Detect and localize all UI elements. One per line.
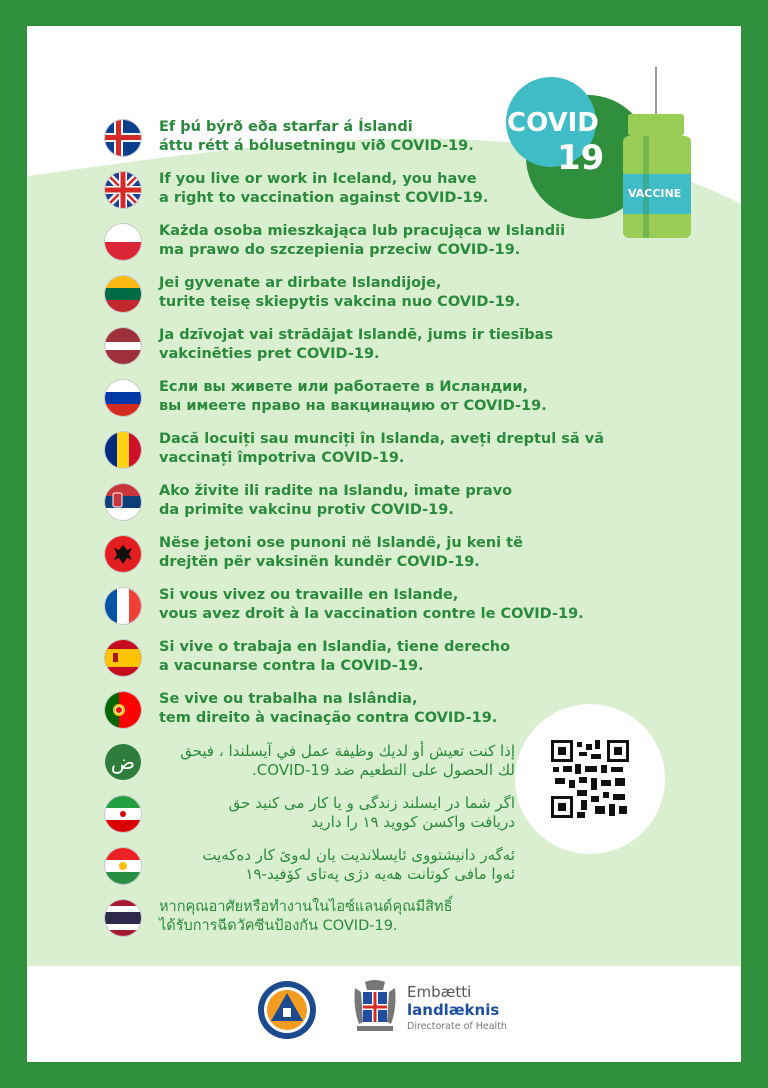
language-row-serbian — [105, 482, 665, 528]
language-text: ئەگەر دانیشتووی ئایسلاندیت یان لەوێ کار دەکەیت ئەوا مافی کوتانت هەیە دژی پەتای کۆفید-١٩ — [202, 846, 515, 883]
language-text: Nëse jetoni ose punoni në Islandë, ju keni të drejtën për vaksinën kundër COVID-19. — [159, 535, 523, 570]
language-row-english — [105, 170, 665, 216]
directorate-line3: Directorate of Health — [407, 1021, 507, 1032]
language-row-polish — [105, 222, 665, 268]
language-row-thai — [105, 898, 665, 944]
footer — [27, 966, 741, 1062]
svg-text:ض: ض — [110, 750, 136, 774]
language-text: Ef þú býrð eða starfar á Íslandi áttu rétt á bólusetningu við COVID-19. — [159, 119, 474, 154]
directorate-line2: landlæknis — [407, 1001, 500, 1019]
arabic-icon — [105, 744, 141, 780]
iceland-flag-icon — [105, 120, 141, 156]
language-row-spanish — [105, 638, 665, 684]
language-text: Se vive ou trabalha na Islândia, tem direito à vacinação contra COVID-19. — [159, 691, 498, 726]
language-row-lithuanian — [105, 274, 665, 320]
thailand-flag-icon — [105, 900, 141, 936]
directorate-line1: Embætti — [407, 983, 472, 1001]
kurdistan-flag-icon — [105, 848, 141, 884]
romania-flag-icon — [105, 432, 141, 468]
spain-flag-icon — [105, 640, 141, 676]
language-text: Każda osoba mieszkająca lub pracująca w Islandii ma prawo do szczepienia przeciw COVID-19. — [159, 223, 566, 258]
serbia-flag-icon — [105, 484, 141, 520]
qr-code-icon[interactable] — [551, 740, 629, 818]
language-row-latvian — [105, 326, 665, 372]
civil-protection-logo — [257, 980, 317, 1040]
uk-flag-icon — [105, 172, 141, 208]
language-text: Ako živite ili radite na Islandu, imate pravo da primite vakcinu protiv COVID-19. — [159, 483, 513, 518]
language-text: หากคุณอาศัยหรือทำงานในไอซ์แลนด์คุณมีสิทธิ์ ได้รับการฉีดวัคซีนป้องกัน COVID-19. — [159, 899, 453, 934]
language-text: Dacă locuiți sau munciți în Islanda, aveți dreptul să vă vaccinați împotriva COVID-19. — [159, 431, 604, 466]
language-row-icelandic — [105, 118, 665, 164]
vaccine-label: VACCINE — [628, 187, 682, 200]
language-text: اگر شما در ایسلند زندگی و یا کار می کنید حق دریافت واکسن کووید ۱۹ را دارید — [228, 794, 515, 831]
language-row-french — [105, 586, 665, 632]
iran-flag-icon — [105, 796, 141, 832]
poster — [27, 26, 741, 1062]
language-row-romanian — [105, 430, 665, 476]
france-flag-icon — [105, 588, 141, 624]
language-text: إذا كنت تعيش أو لديك وظيفة عمل في آيسلندا ، فيحق لك الحصول على التطعيم ضد COVID-19. — [180, 742, 515, 779]
language-text: Ja dzīvojat vai strādājat Islandē, jums ir tiesības vakcinēties pret COVID-19. — [159, 327, 554, 362]
language-text: Si vous vivez ou travaille en Islande, vous avez droit à la vaccination contre le COVID-19. — [159, 587, 584, 622]
latvia-flag-icon — [105, 328, 141, 364]
language-row-albanian — [105, 534, 665, 580]
iceland-coat-of-arms-logo — [351, 978, 399, 1040]
language-text: Jei gyvenate ar dirbate Islandijoje, turite teisę skiepytis vakcina nuo COVID-19. — [159, 275, 521, 310]
russia-flag-icon — [105, 380, 141, 416]
portugal-flag-icon — [105, 692, 141, 728]
lithuania-flag-icon — [105, 276, 141, 312]
poland-flag-icon — [105, 224, 141, 260]
language-row-russian — [105, 378, 665, 424]
covid-word: COVID — [507, 108, 599, 138]
language-text: Si vive o trabaja en Islandia, tiene derecho a vacunarse contra la COVID-19. — [159, 639, 511, 674]
nineteen-number: 19 — [557, 138, 605, 178]
albania-flag-icon — [105, 536, 141, 572]
language-text: If you live or work in Iceland, you have a right to vaccination against COVID-19. — [159, 171, 489, 206]
language-text: Если вы живете или работаете в Исландии, вы имеете право на вакцинацию от COVID-19. — [159, 379, 547, 414]
